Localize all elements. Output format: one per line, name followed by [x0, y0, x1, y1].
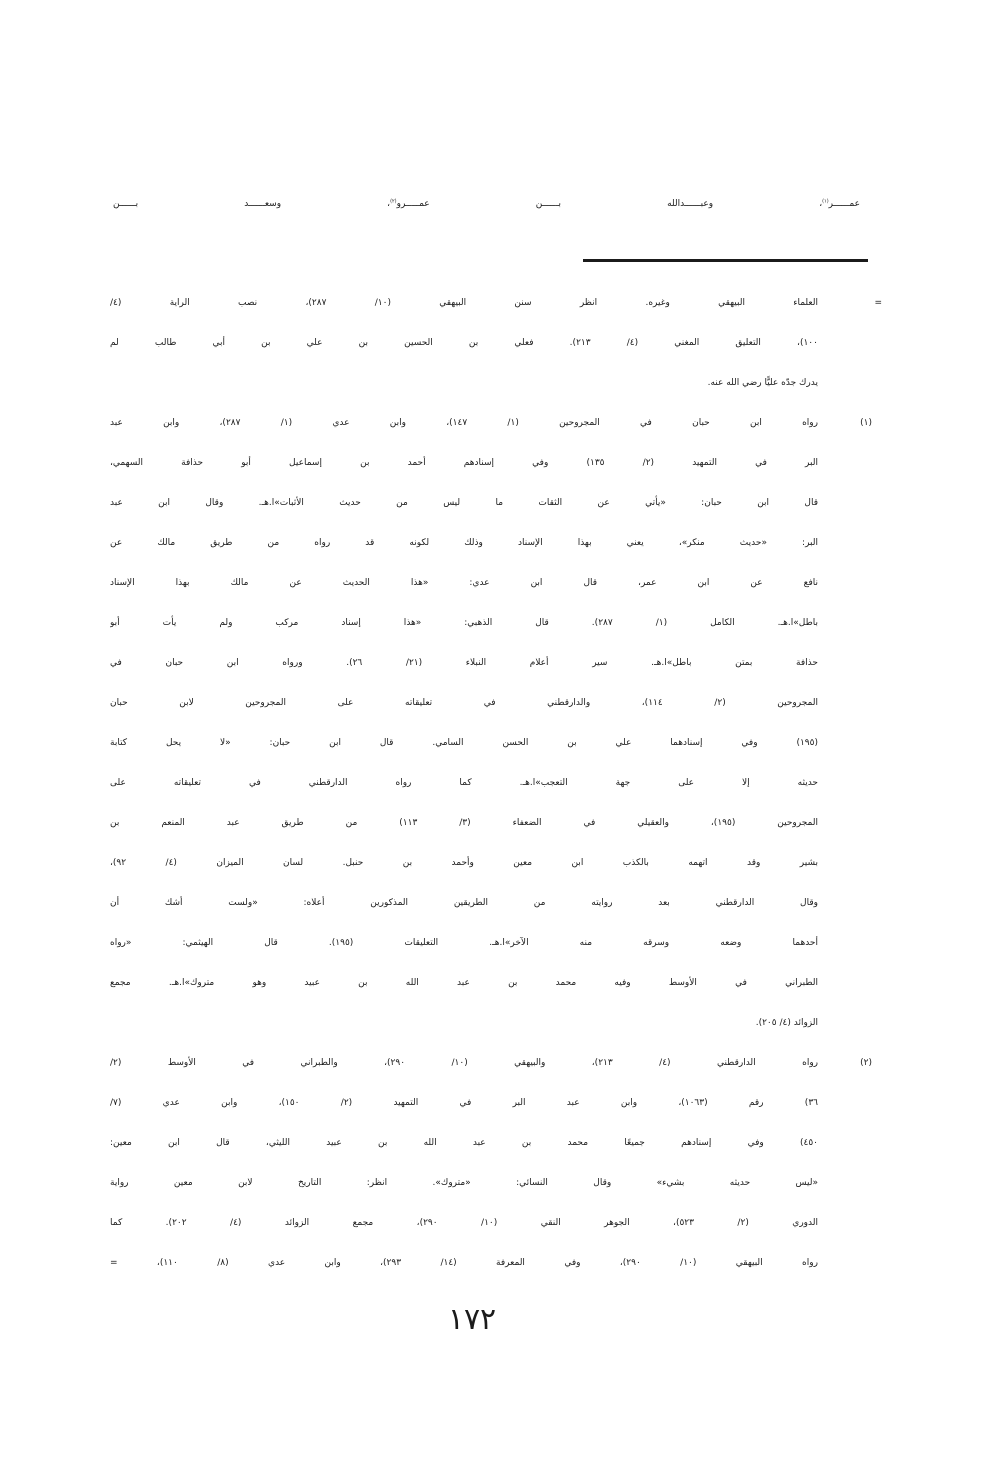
footnote-line: الطبراني في الأوسط وفيه محمد بن عبد الله بن عبيد وهو متروك»ا.هـ. مجمع	[110, 978, 818, 988]
footnote-2	[110, 1043, 872, 1283]
footnote-reference-1: (١)	[822, 198, 829, 205]
footnote-line: البر: «حديث منكر»، يعني بهذا الإسناد وذلك لكونه قد رواه من طريق مالك عن	[110, 538, 818, 548]
footnote-continuation	[110, 283, 882, 403]
footnote-line: العلماء البيهقي وغيره. انظر سنن البيهقي (١٠/ ٢٨٧)، نصب الراية (٤/	[110, 298, 818, 308]
footnote-line: «ليس حديثه بشيء» وقال النسائي: «متروك». انظر: التاريخ لابن معين رواية	[110, 1178, 818, 1188]
footnote-line: ٣٦) رقم (١٠٦٣)، وابن عبد البر في التمهيد (٢/ ١٥٠)، وابن عدي (٧/	[110, 1098, 818, 1108]
footnote-line: رواه ابن حبان في المجروحين (١/ ١٤٧)، وابن عدي (١/ ٢٨٧)، وابن عبد	[110, 418, 818, 428]
page-number: ١٧٢	[447, 1302, 497, 1337]
main-text-segment: ، وسعــــــد بــــــن	[113, 199, 391, 209]
footnote-1	[110, 403, 872, 1043]
footnotes-section	[110, 283, 882, 1283]
footnote-line: البر في التمهيد (٢/ ١٣٥) وفي إسنادهم أحمد بن إسماعيل أبو حذافة السهمي،	[110, 458, 818, 468]
footnote-line: الدوري (٢/ ٥٢٣)، الجوهر النقي (١٠/ ٢٩٠)، مجمع الزوائد (٤/ ٢٠٢). كما	[110, 1218, 818, 1228]
footnote-line: يدرك جدّه عليًّا رضي الله عنه.	[707, 378, 818, 388]
footnote-line: أحدهما وضعه وسرقه منه الآخر»ا.هـ. التعليقات (١٩٥). قال الهيثمي: «رواه	[110, 938, 818, 948]
footnote-body	[110, 403, 818, 1043]
footnote-marker: (٢)	[860, 1058, 872, 1068]
footnote-line: وقال الدارقطني بعد روايته من الطريقين المذكورين أعلاه: «ولست أشك أن	[110, 898, 818, 908]
footnote-line: الزوائد (٤/ ٢٠٥).	[755, 1018, 818, 1028]
footnote-line: باطل»ا.هـ. الكامل (١/ ٢٨٧). قال الذهبي: «هذا إسناد مركب ولم يأت أبو	[110, 618, 818, 628]
footnote-line: حديثه إلا على جهة التعجب»ا.هـ. كما رواه الدارقطني في تعليقاته على	[110, 778, 818, 788]
footnote-line: بشير وقد اتهمه بالكذب ابن معين وأحمد بن حنبل. لسان الميزان (٤/ ٩٢)،	[110, 858, 818, 868]
footnote-line: ٤٥٠) وفي إسنادهم جميعًا محمد بن عبد الله بن عبيد الليثي، قال ابن معين:	[110, 1138, 818, 1148]
footnote-marker: (١)	[860, 418, 872, 428]
footnote-body	[110, 283, 818, 403]
footnote-line: حذافة بمتن باطل»ا.هـ. سير أعلام النبلاء (٢١/ ٢٦). ورواه ابن حبان في	[110, 658, 818, 668]
footnote-line: رواه الدارقطني (٤/ ٢١٣)، والبيهقي (١٠/ ٢٩٠)، والطبراني في الأوسط (٢/	[110, 1058, 818, 1068]
footnote-line: نافع عن ابن عمر، قال ابن عدي: «هذا الحديث عن مالك بهذا الإسناد	[110, 578, 818, 588]
footnote-separator	[583, 259, 868, 262]
main-text-line	[113, 176, 860, 232]
footnote-line: المجروحين (١٩٥)، والعقيلي في الضعفاء (٣/ ١١٣) من طريق عبد المنعم بن	[110, 818, 818, 828]
footnote-marker: =	[874, 298, 882, 308]
footnote-body	[110, 1043, 818, 1283]
main-text-segment: عمــــــر	[828, 199, 860, 209]
footnote-line: قال ابن حبان: «يأتي عن الثقات ما ليس من حديث الأثبات»ا.هـ. وقال ابن عبد	[110, 498, 818, 508]
footnote-line: المجروحين (٢/ ١١٤)، والدارقطني في تعليقاته على المجروحين لابن حبان	[110, 698, 818, 708]
footnote-line: رواه البيهقي (١٠/ ٢٩٠)، وفي المعرفة (١٤/ ٢٩٣)، وابن عدي (٨/ ١١٠)، =	[110, 1258, 818, 1268]
main-text-segment: ، وعبــــــدالله بــــــن عمـــــرو	[396, 199, 823, 209]
footnote-line: (١٩٥) وفي إسنادهما علي بن الحسن السامي. قال ابن حبان: «لا يحل كتابة	[110, 738, 818, 748]
footnote-reference-2: (٢)	[390, 198, 397, 205]
footnote-line: ١٠٠)، التعليق المغني (٤/ ٢١٣). فعلي بن الحسين بن علي بن أبي طالب لم	[110, 338, 818, 348]
